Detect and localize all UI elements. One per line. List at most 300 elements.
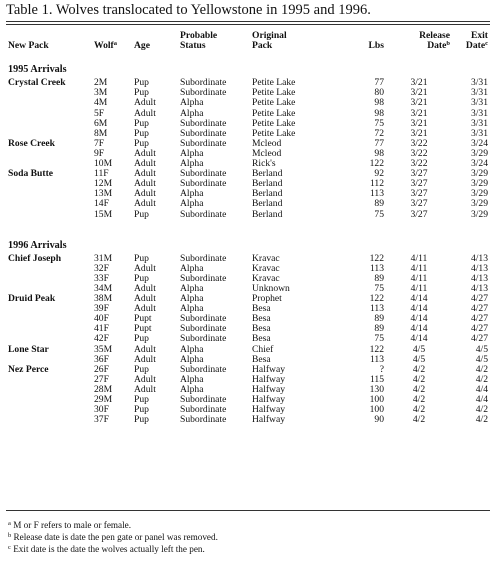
exit-date-cell: 4/27	[470, 304, 488, 315]
wolf-id-cell: 4M	[94, 98, 108, 109]
status-cell: Alpha	[180, 294, 204, 305]
original-pack-cell: Mcleod	[252, 148, 282, 159]
weight-cell: 75	[374, 118, 384, 129]
table-row	[6, 210, 490, 220]
table-row	[6, 345, 490, 355]
weight-cell: 100	[369, 405, 384, 416]
table-row	[6, 109, 490, 119]
weight-cell: 122	[369, 294, 384, 305]
release-date-cell: 4/14	[410, 324, 428, 335]
wolf-id-cell: 5F	[94, 108, 105, 119]
age-cell: Pup	[134, 415, 149, 426]
wolf-id-cell: 11F	[94, 169, 109, 180]
exit-date-cell: 3/29	[470, 179, 488, 190]
weight-cell: 89	[374, 273, 384, 284]
pack-cell	[6, 284, 92, 294]
original-pack-cell: Halfway	[252, 415, 286, 426]
weight-cell: 113	[369, 189, 384, 200]
weight-cell: 112	[369, 179, 384, 190]
age-cell: Pupt	[134, 314, 152, 325]
original-pack-cell: Halfway	[252, 384, 286, 395]
release-date-cell: 4/2	[412, 415, 426, 426]
exit-date-cell: 4/27	[470, 314, 488, 325]
weight-cell: 113	[369, 304, 384, 315]
original-pack-cell: Petite Lake	[252, 88, 296, 99]
col-wolf-header	[92, 41, 132, 58]
weight-cell: 75	[374, 283, 384, 294]
weight-cell: 115	[369, 374, 384, 385]
original-pack-cell: Besa	[252, 354, 271, 365]
status-cell: Alpha	[180, 344, 204, 355]
exit-date-cell: 3/29	[470, 169, 488, 180]
age-cell: Adult	[134, 263, 156, 274]
footnote-mark-b: b	[446, 41, 450, 48]
exit-date-cell: 3/31	[470, 128, 488, 139]
original-pack-cell: Kravac	[252, 263, 280, 274]
weight-cell: 122	[369, 159, 384, 170]
status-cell: Subordinate	[180, 179, 227, 190]
pack-cell: Rose Creek	[8, 138, 55, 149]
exit-date-cell: 4/27	[470, 324, 488, 335]
table-caption: Table 1. Wolves translocated to Yellowstone in 1995 and 1996.	[6, 2, 371, 18]
original-pack-cell: Kravac	[252, 253, 280, 264]
table-row	[6, 199, 490, 209]
top-rule	[6, 21, 490, 22]
wolf-id-cell: 42F	[94, 334, 109, 345]
status-cell: Subordinate	[180, 273, 227, 284]
exit-date-cell: 4/13	[470, 263, 488, 274]
release-date-cell: 3/21	[410, 108, 428, 119]
original-pack-cell: Halfway	[252, 374, 286, 385]
wolves-table	[6, 31, 490, 425]
original-pack-cell: Rick's	[252, 159, 276, 170]
original-pack-cell: Mcleod	[252, 138, 282, 149]
wolf-id-cell: 7F	[94, 138, 105, 149]
wolf-id-cell: 40F	[94, 314, 109, 325]
pack-cell	[6, 98, 92, 108]
table-row	[6, 78, 490, 88]
status-cell: Alpha	[180, 108, 204, 119]
original-pack-cell: Berland	[252, 209, 283, 220]
original-pack-cell: Petite Lake	[252, 98, 296, 109]
status-cell: Subordinate	[180, 364, 227, 375]
table-row	[6, 149, 490, 159]
status-cell: Subordinate	[180, 395, 227, 405]
weight-cell: 113	[369, 354, 384, 365]
footnote-text: Exit date is the date the wolves actually left the pen.	[13, 544, 205, 555]
wolf-id-cell: 41F	[94, 324, 109, 335]
weight-cell: 98	[374, 148, 384, 159]
age-cell: Adult	[134, 199, 156, 210]
weight-cell: 122	[369, 344, 384, 355]
status-cell: Subordinate	[180, 128, 227, 139]
status-cell: Subordinate	[180, 78, 227, 89]
release-date-cell: 3/22	[410, 148, 428, 159]
col-original-pack-header-line2: Pack	[252, 41, 273, 52]
wolf-id-cell: 15M	[94, 209, 113, 220]
wolf-id-cell: 36F	[94, 354, 109, 365]
table-row	[6, 415, 490, 425]
release-date-cell: 4/14	[410, 304, 428, 315]
release-date-cell: 4/2	[412, 374, 426, 385]
pack-cell	[6, 179, 92, 189]
section-heading-row	[6, 234, 490, 254]
age-cell: Adult	[134, 108, 156, 119]
table-row	[6, 189, 490, 199]
original-pack-cell: Besa	[252, 334, 271, 345]
exit-date-cell: 4/2	[475, 374, 488, 385]
pack-cell	[6, 304, 92, 314]
age-cell: Pup	[134, 128, 149, 139]
pack-cell	[6, 334, 92, 344]
bottom-rule	[6, 510, 490, 511]
wolf-id-cell: 39F	[94, 304, 109, 315]
header-row-lower	[6, 41, 490, 58]
release-date-cell: 3/22	[410, 138, 428, 149]
footnote-mark: c	[8, 544, 11, 552]
col-wolf-header-label: Wolf	[94, 41, 114, 52]
age-cell: Pup	[134, 405, 149, 416]
exit-date-cell: 4/5	[475, 354, 488, 365]
status-cell: Subordinate	[180, 334, 227, 345]
pack-cell: Lone Star	[8, 344, 49, 355]
age-cell: Pup	[134, 209, 149, 220]
original-pack-cell: Petite Lake	[252, 108, 296, 119]
table-row	[6, 375, 490, 385]
pack-cell: Druid Peak	[8, 294, 56, 305]
weight-cell: 89	[374, 199, 384, 210]
pack-cell	[6, 415, 92, 425]
weight-cell: 130	[369, 384, 384, 395]
section-heading: 1996 Arrivals	[8, 239, 67, 251]
pack-cell	[6, 395, 92, 405]
pack-cell	[6, 189, 92, 199]
section-spacer	[6, 220, 490, 234]
release-date-cell: 4/11	[410, 283, 428, 294]
wolf-id-cell: 38M	[94, 294, 113, 305]
status-cell: Alpha	[180, 283, 204, 294]
col-new-pack-header: New Pack	[8, 41, 49, 52]
pack-cell	[6, 324, 92, 334]
wolf-id-cell: 27F	[94, 374, 109, 385]
exit-date-cell: 3/29	[470, 199, 488, 210]
table-row	[6, 139, 490, 149]
status-cell: Alpha	[180, 199, 204, 210]
col-release-header-line2	[386, 41, 452, 58]
exit-date-cell: 3/29	[470, 148, 488, 159]
pack-cell	[6, 210, 92, 220]
pack-cell: Crystal Creek	[8, 78, 66, 89]
table-row	[6, 179, 490, 189]
col-original-pack-header-line1: Original	[252, 31, 287, 41]
pack-cell	[6, 88, 92, 98]
col-status-header-line1: Probable	[180, 31, 218, 41]
age-cell: Adult	[134, 159, 156, 170]
footnote-text: Release date is date the pen gate or panel was removed.	[13, 532, 218, 543]
release-date-cell: 4/2	[412, 405, 426, 416]
pack-cell	[6, 264, 92, 274]
original-pack-cell: Berland	[252, 179, 283, 190]
original-pack-cell: Prophet	[252, 294, 282, 305]
age-cell: Adult	[134, 98, 156, 109]
table-row	[6, 395, 490, 405]
original-pack-cell: Unknown	[252, 283, 290, 294]
top-rule-double	[6, 24, 490, 25]
original-pack-cell: Kravac	[252, 273, 280, 284]
weight-cell: 89	[374, 314, 384, 325]
table-row	[6, 314, 490, 324]
release-date-cell: 3/27	[410, 189, 428, 200]
age-cell: Adult	[134, 384, 156, 395]
footnote-b	[8, 531, 218, 543]
table-row	[6, 324, 490, 334]
release-date-cell: 4/2	[412, 384, 426, 395]
release-date-cell: 4/14	[410, 294, 428, 305]
age-cell: Pup	[134, 78, 149, 89]
pack-cell	[6, 274, 92, 284]
table-row	[6, 169, 490, 179]
exit-date-cell: 3/31	[470, 78, 488, 89]
release-date-cell: 4/11	[410, 263, 428, 274]
status-cell: Subordinate	[180, 118, 227, 129]
wolf-id-cell: 32F	[94, 263, 109, 274]
release-date-cell: 3/21	[410, 98, 428, 109]
wolf-id-cell: 28M	[94, 384, 113, 395]
status-cell: Alpha	[180, 304, 204, 315]
status-cell: Alpha	[180, 263, 204, 274]
exit-date-cell: 4/4	[475, 395, 488, 405]
exit-date-cell: 4/2	[475, 405, 488, 416]
pack-cell	[6, 355, 92, 365]
age-cell: Adult	[134, 344, 156, 355]
release-date-cell: 3/27	[410, 179, 428, 190]
age-cell: Adult	[134, 374, 156, 385]
release-date-cell: 3/27	[410, 209, 428, 220]
age-cell: Pup	[134, 273, 149, 284]
status-cell: Alpha	[180, 148, 204, 159]
age-cell: Pup	[134, 118, 149, 129]
exit-date-cell: 4/2	[475, 415, 488, 426]
release-date-cell: 4/14	[410, 314, 428, 325]
footnote-mark-a: a	[113, 41, 117, 48]
status-cell: Alpha	[180, 189, 204, 200]
footnote-mark-c: c	[485, 41, 488, 48]
pack-cell	[6, 314, 92, 324]
wolf-id-cell: 31M	[94, 253, 113, 264]
status-cell: Alpha	[180, 374, 204, 385]
status-cell: Subordinate	[180, 314, 227, 325]
table-row	[6, 304, 490, 314]
pack-cell	[6, 375, 92, 385]
wolf-id-cell: 8M	[94, 128, 108, 139]
header-row-upper	[6, 31, 490, 41]
age-cell: Adult	[134, 304, 156, 315]
section-heading: 1995 Arrivals	[8, 64, 67, 76]
original-pack-cell: Petite Lake	[252, 118, 296, 129]
weight-cell: 89	[374, 324, 384, 335]
release-date-cell: 4/2	[412, 395, 426, 405]
age-cell: Adult	[134, 283, 156, 294]
age-cell: Pupt	[134, 324, 152, 335]
table-row	[6, 334, 490, 344]
status-cell: Subordinate	[180, 88, 227, 99]
wolf-id-cell: 14F	[94, 199, 109, 210]
wolf-id-cell: 30F	[94, 405, 109, 416]
exit-date-cell: 4/27	[470, 294, 488, 305]
release-date-cell: 4/5	[412, 344, 426, 355]
pack-cell	[6, 119, 92, 129]
exit-date-cell: 3/31	[470, 118, 488, 129]
original-pack-cell: Besa	[252, 324, 271, 335]
original-pack-cell: Petite Lake	[252, 128, 296, 139]
pack-cell	[6, 199, 92, 209]
exit-date-cell: 3/24	[470, 138, 488, 149]
wolf-id-cell: 33F	[94, 273, 109, 284]
status-cell: Alpha	[180, 98, 204, 109]
wolf-id-cell: 12M	[94, 179, 113, 190]
release-date-cell: 4/2	[412, 364, 426, 375]
table-row	[6, 159, 490, 169]
exit-date-cell: 4/13	[470, 273, 488, 284]
wolf-id-cell: 3M	[94, 88, 108, 99]
pack-cell	[6, 159, 92, 169]
weight-cell: 72	[374, 128, 384, 139]
wolf-id-cell: 29M	[94, 395, 113, 405]
footnote-mark: b	[8, 532, 12, 540]
weight-cell: 98	[374, 108, 384, 119]
weight-cell: ?	[379, 364, 384, 375]
age-cell: Adult	[134, 179, 156, 190]
table-row	[6, 405, 490, 415]
weight-cell: 122	[369, 253, 384, 264]
table-row	[6, 294, 490, 304]
exit-date-cell: 4/4	[475, 384, 488, 395]
age-cell: Adult	[134, 169, 156, 180]
original-pack-cell: Berland	[252, 169, 283, 180]
original-pack-cell: Petite Lake	[252, 78, 296, 89]
age-cell: Pup	[134, 88, 149, 99]
wolf-id-cell: 9F	[94, 148, 105, 159]
release-date-cell: 4/5	[412, 354, 426, 365]
weight-cell: 75	[374, 209, 384, 220]
original-pack-cell: Halfway	[252, 405, 286, 416]
exit-date-cell: 3/31	[470, 88, 488, 99]
status-cell: Subordinate	[180, 138, 227, 149]
age-cell: Pup	[134, 364, 149, 375]
status-cell: Subordinate	[180, 253, 227, 264]
footnote-mark: a	[8, 520, 11, 527]
status-cell: Alpha	[180, 354, 204, 365]
pack-cell	[6, 385, 92, 395]
pack-cell	[6, 149, 92, 159]
original-pack-cell: Berland	[252, 199, 283, 210]
age-cell: Pup	[134, 138, 149, 149]
table-row	[6, 365, 490, 375]
age-cell: Adult	[134, 354, 156, 365]
weight-cell: 100	[369, 395, 384, 405]
wolf-id-cell: 35M	[94, 344, 113, 355]
release-date-cell: 4/11	[410, 273, 428, 284]
status-cell: Subordinate	[180, 415, 227, 426]
status-cell: Subordinate	[180, 405, 227, 416]
wolf-id-cell: 2M	[94, 78, 108, 89]
release-date-cell: 3/27	[410, 169, 428, 180]
original-pack-cell: Halfway	[252, 364, 286, 375]
age-cell: Adult	[134, 294, 156, 305]
col-age-header: Age	[134, 41, 150, 52]
exit-date-cell: 3/31	[470, 108, 488, 119]
weight-cell: 77	[374, 78, 384, 89]
exit-date-cell: 4/27	[470, 334, 488, 345]
status-cell: Subordinate	[180, 209, 227, 220]
col-lbs-header: Lbs	[368, 41, 384, 52]
footnote-a	[8, 519, 218, 531]
weight-cell: 113	[369, 263, 384, 274]
col-exit-header-line1: Exit	[470, 31, 488, 41]
status-cell: Subordinate	[180, 169, 227, 180]
col-release-header-line1: Release	[419, 31, 450, 41]
weight-cell: 98	[374, 98, 384, 109]
table-row	[6, 88, 490, 98]
footnote-c	[8, 543, 218, 555]
wolf-id-cell: 26F	[94, 364, 109, 375]
table-row	[6, 284, 490, 294]
pack-cell	[6, 405, 92, 415]
col-exit-header-label: Date	[465, 41, 486, 52]
weight-cell: 90	[374, 415, 384, 426]
pack-cell: Nez Perce	[8, 364, 49, 375]
exit-date-cell: 3/29	[470, 209, 488, 220]
table-body	[6, 58, 490, 425]
status-cell: Subordinate	[180, 324, 227, 335]
table-row	[6, 98, 490, 108]
exit-date-cell: 4/13	[470, 283, 488, 294]
exit-date-cell: 3/31	[470, 98, 488, 109]
table-row	[6, 264, 490, 274]
exit-date-cell: 3/24	[470, 159, 488, 170]
col-exit-header-line2	[452, 41, 490, 58]
footnote-text: M or F refers to male or female.	[13, 520, 132, 530]
exit-date-cell: 4/5	[475, 344, 488, 355]
col-status-header-line2: Status	[180, 41, 206, 52]
status-cell: Alpha	[180, 159, 204, 170]
release-date-cell: 3/21	[410, 118, 428, 129]
release-date-cell: 3/21	[410, 78, 428, 89]
wolf-id-cell: 34M	[94, 283, 113, 294]
footnotes	[8, 519, 218, 556]
age-cell: Pup	[134, 395, 149, 405]
age-cell: Adult	[134, 189, 156, 200]
table-row	[6, 385, 490, 395]
release-date-cell: 3/27	[410, 199, 428, 210]
weight-cell: 92	[374, 169, 384, 180]
col-release-header-label: Date	[427, 41, 447, 52]
wolf-id-cell: 37F	[94, 415, 109, 426]
table-row	[6, 355, 490, 365]
release-date-cell: 3/21	[410, 128, 428, 139]
pack-cell	[6, 109, 92, 119]
status-cell: Alpha	[180, 384, 204, 395]
original-pack-cell: Besa	[252, 314, 271, 325]
original-pack-cell: Berland	[252, 189, 283, 200]
table-row	[6, 119, 490, 129]
pack-cell: Chief Joseph	[8, 253, 62, 264]
pack-cell	[6, 129, 92, 139]
original-pack-cell: Halfway	[252, 395, 286, 405]
weight-cell: 80	[374, 88, 384, 99]
original-pack-cell: Chief	[252, 344, 274, 355]
exit-date-cell: 3/29	[470, 189, 488, 200]
